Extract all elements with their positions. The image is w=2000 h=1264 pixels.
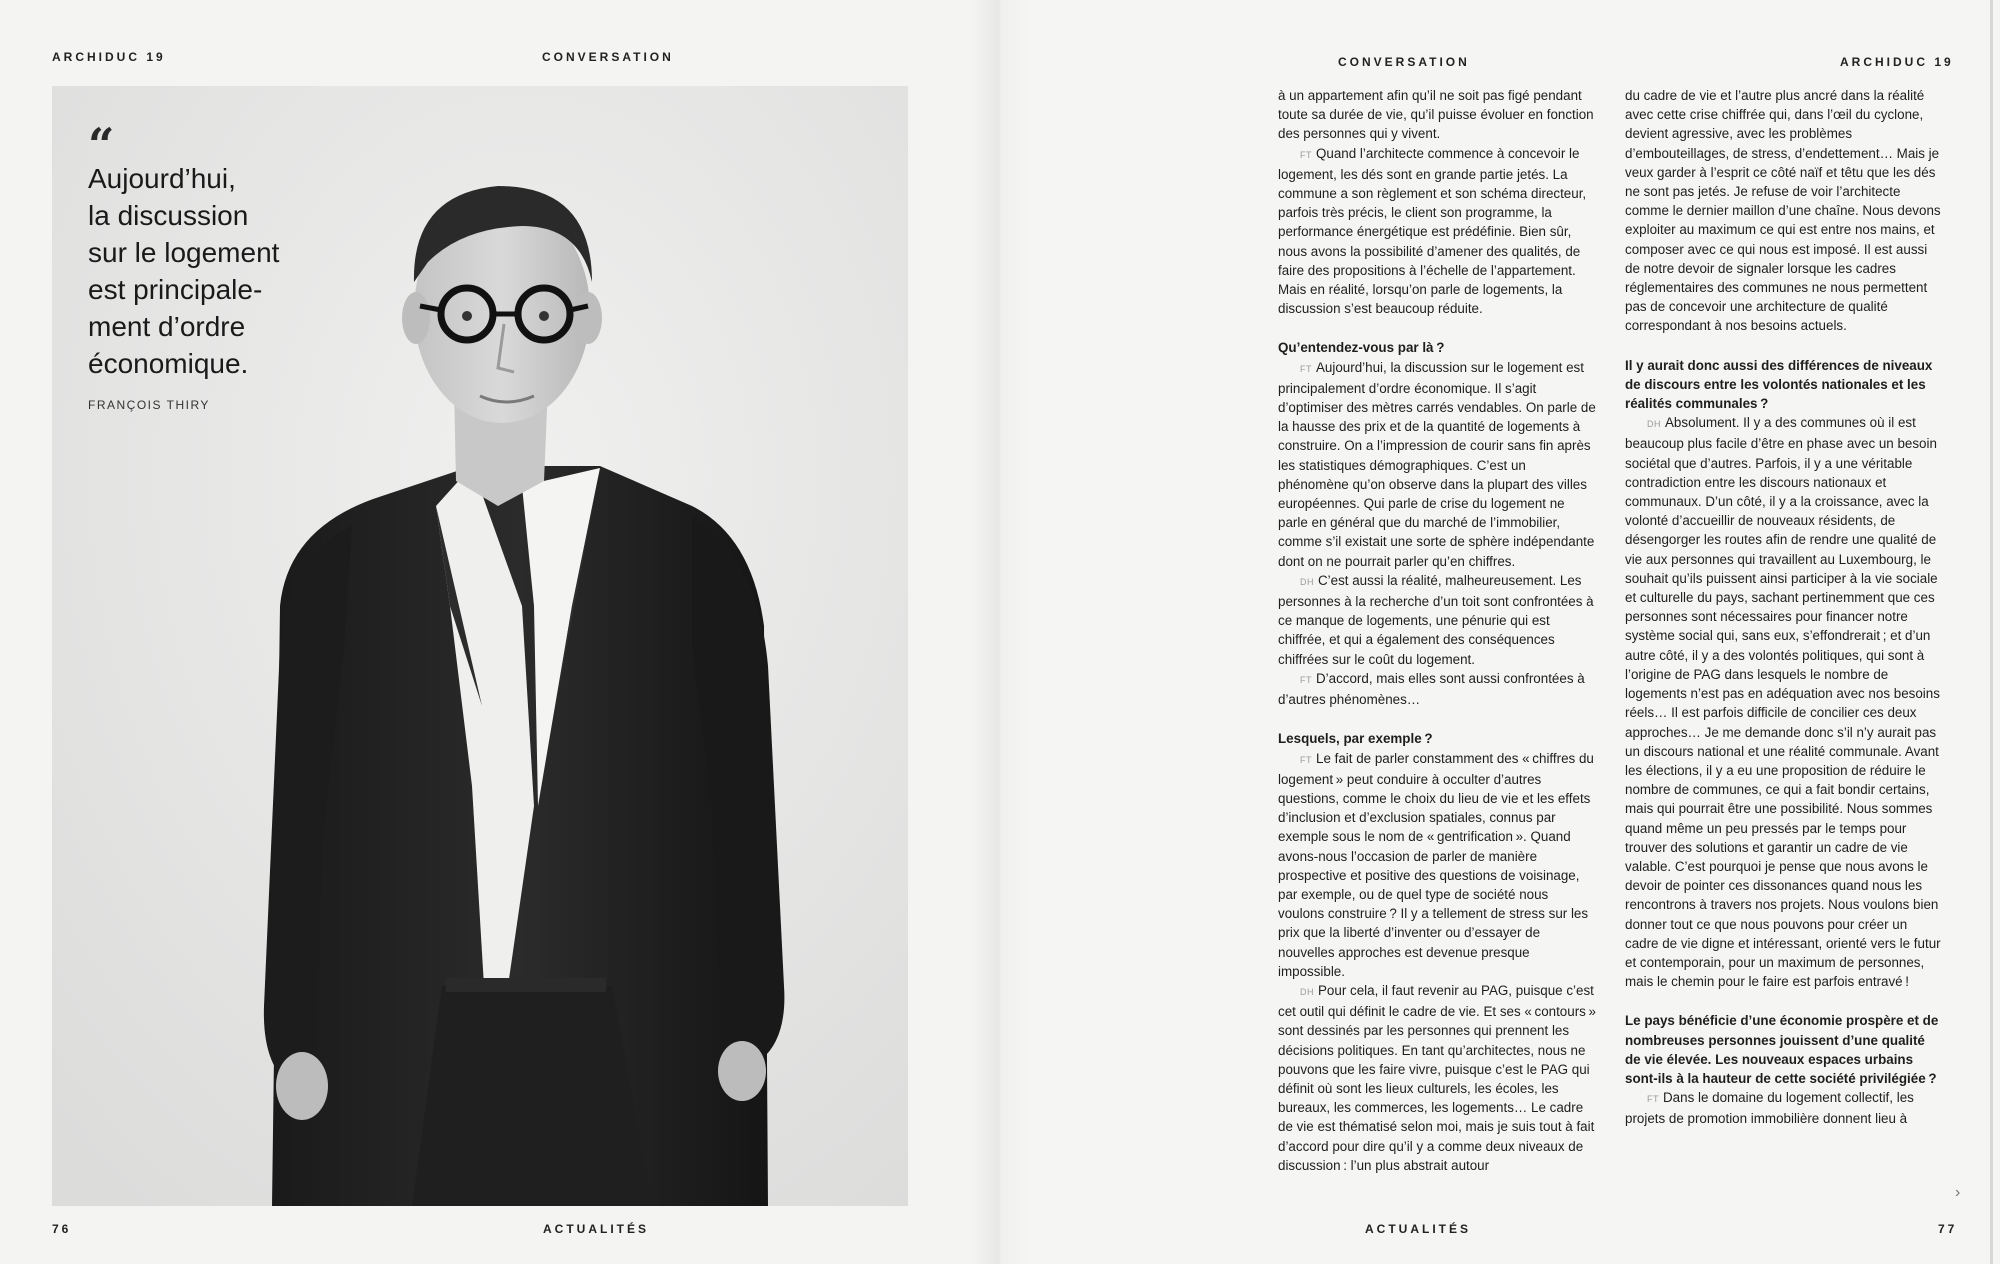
paragraph-text: C’est aussi la réalité, malheureusement. Les personnes à la recherche d’un toit sont confrontées à ce manque de logements, une pénurie qui est chiffrée, et qui a également des conséquences chiffrées sur le coût du logement. (1278, 572, 1594, 667)
paragraph-text: Aujourd’hui, la discussion sur le logement est principalement d’ordre économique. Il s’agit d’optimiser des mètres carrés vendables. On parle de la hausse des prix et de la quantité de logements à construire. On a l’impression de courir sans fin après les statistiques démographiques. C’est un phénomène qu’on observe dans la plupart des villes européennes. Qui parle de crise du logement ne parle en général que du marché de l’immobilier, comme s’il existait une sorte de sphère indépendante dont on ne pourrait parler qu’en chiffres. (1278, 359, 1596, 569)
pull-quote-line: sur le logement (88, 237, 280, 268)
paragraph-text: Dans le domaine du logement collectif, les projets de promotion immobilière donnent lieu à (1625, 1090, 1914, 1127)
quote-author: FRANÇOIS THIRY (88, 398, 210, 412)
speaker-initials: FT (1300, 754, 1312, 765)
paragraph-text: Absolument. Il y a des communes où il est beaucoup plus facile d’être en phase avec un besoin sociétal que d’autres. Parfois, il y a une véritable contradiction entre les discours nationaux et communaux. D’un côté, il y a la croissance, avec la volonté d’accueillir de nouveaux résidents, de désengorger les routes afin de rendre une qualité de vie aux personnes qui travaillent au Luxembourg, le souhait qu’ils puissent ainsi participer à la vie sociale et culturelle du pays, sachant pertinemment que ces personnes sont nécessaires pour financer notre système social qui, sans eux, s’effondrerait ; et d’un autre côté, il y a des volontés politiques, qui sont à l’origine de PAG dans lesquels le nombre de logements n’est pas en adéquation avec nos besoins réels… Il est parfois difficile de concilier ces deux approches… Je me demande donc s’il n’y aurait pas un discours national et une réalité communale. Avant les élections, il y a eu une proposition de réduire le nombre de communes, ce qui a fait bondir certains, mais qui pourrait être une possibilité. Nous sommes quand même un peu pressés par le temps pour trouver des solutions et garantir un cadre de vie valable. C’est pourquoi je pense que nous avons le devoir de pointer ces dissonances quand nous les rencontrons à travers nos projets. Nous voulons bien donner tout ce que nous pouvons pour créer un cadre de vie digne et intéressant, orienté vers le futur et contemporain, pour un maximum de personnes, mais le chemin pour le faire est parfois entravé ! (1625, 415, 1941, 990)
running-head-section: CONVERSATION (542, 50, 674, 64)
speaker-initials: DH (1300, 986, 1314, 997)
book-gutter (970, 0, 1030, 1264)
speaker-initials: FT (1300, 149, 1312, 160)
chevron-right-icon[interactable]: › (1955, 1184, 1961, 1201)
pull-quote-line: ment d’ordre (88, 311, 246, 342)
page-number-right: 77 (1938, 1222, 1958, 1236)
running-head-magazine: ARCHIDUC 19 (52, 50, 166, 64)
article-column-2 (1625, 86, 1943, 1129)
interview-question: Qu’entendez-vous par là ? (1278, 340, 1445, 356)
interview-question: Il y aurait donc aussi des différences de niveaux de discours entre les volontés nationales et les réalités communales ? (1625, 357, 1933, 412)
article-paragraph (1625, 86, 1943, 336)
footer-section-left: ACTUALITÉS (543, 1222, 649, 1236)
running-head-magazine-right: ARCHIDUC 19 (1840, 55, 1954, 69)
paragraph-text: à un appartement afin qu’il ne soit pas figé pendant toute sa durée de vie, qu’il puisse évoluer en fonction des personnes qui y vivent. (1278, 88, 1594, 142)
paragraph-text: du cadre de vie et l’autre plus ancré dans la réalité avec cette crise chiffrée qui, dans l’œil du cyclone, devient agressive, avec les problèmes d’embouteillages, de stress, d’endettement… Mais je veux garder à l’esprit ce côté naïf et têtu que les dés ne sont pas jetés. Je refuse de voir l’architecte comme le dernier maillon d’une chaîne. Nous devons exploiter au maximum ce qui est entre nos mains, et composer avec ce qui nous est imposé. Il est aussi de notre devoir de signaler lorsque les cadres réglementaires des communes ne nous permettent pas de concevoir une architecture de qualité correspondant à nos besoins actuels. (1625, 88, 1941, 334)
speaker-initials: FT (1647, 1094, 1659, 1105)
quote-mark-icon: “ (88, 118, 115, 172)
speaker-initials: DH (1300, 576, 1314, 587)
interview-question: Lesquels, par exemple ? (1278, 731, 1433, 747)
article-paragraph (1278, 669, 1596, 709)
page-edge (1990, 0, 1993, 1264)
pull-quote-line: Aujourd’hui, (88, 163, 236, 194)
paragraph-text: D’accord, mais elles sont aussi confrontées à d’autres phénomènes… (1278, 670, 1585, 708)
page-number-left: 76 (52, 1222, 72, 1236)
pull-quote-line: est principale- (88, 274, 263, 305)
pull-quote-line: la discussion (88, 200, 249, 231)
speaker-initials: FT (1300, 363, 1312, 374)
article-paragraph (1278, 358, 1596, 571)
article-paragraph (1278, 86, 1596, 144)
article-paragraph (1278, 981, 1596, 1175)
article-paragraph (1625, 413, 1943, 991)
pull-quote-line: économique. (88, 348, 249, 379)
running-head-section-right: CONVERSATION (1338, 55, 1470, 69)
paragraph-text: Le fait de parler constamment des « chiffres du logement » peut conduire à occulter d’autres questions, comme le choix du lieu de vie et les effets d’inclusion et d’exclusion spatiales, connus par exemple sous le nom de « gentrification ». Quand avons-nous l’occasion de parler de manière prospective et positive des questions de voisinage, par exemple, ou de quel type de société nous voulons construire ? Il y a tellement de stress sur les prix que la liberté d’inventer ou d’essayer de nouvelles approches est devenue presque impossible. (1278, 750, 1594, 979)
article-paragraph (1278, 571, 1596, 669)
article-paragraph (1278, 749, 1596, 981)
paragraph-text: Pour cela, il faut revenir au PAG, puisque c’est cet outil qui définit le cadre de vie. Et ses « contours » sont dessinés par les personnes qui prennent les décisions politiques. En tant qu’architectes, nous ne pouvons que les faire vivre, puisque c’est le PAG qui définit où sont les lieux culturels, les écoles, les bureaux, les commerces, les logements… Le cadre de vie est thématisé selon moi, mais je suis tout à fait d’accord pour dire qu’il y a comme deux niveaux de discussion : l’un plus abstrait autour (1278, 982, 1596, 1173)
footer-section-right: ACTUALITÉS (1365, 1222, 1471, 1236)
pull-quote (88, 160, 318, 382)
article-column-1 (1278, 86, 1596, 1175)
article-paragraph (1278, 144, 1596, 319)
interview-question: Le pays bénéficie d’une économie prospère et de nombreuses personnes jouissent d’une qualité de vie élevée. Les nouveaux espaces urbains sont-ils à la hauteur de cette société privilégiée ? (1625, 1013, 1939, 1086)
speaker-initials: DH (1647, 419, 1661, 430)
speaker-initials: FT (1300, 674, 1312, 685)
paragraph-text: Quand l’architecte commence à concevoir le logement, les dés sont en grande partie jetés. La commune a son règlement et son schéma directeur, parfois très précis, le client son programme, la performance énergétique est prédéfinie. Bien sûr, nous avons la possibilité d’amener des qualités, de faire des propositions à l’échelle de l’appartement. Mais en réalité, lorsqu’on parle de logements, la discussion s’est beaucoup réduite. (1278, 145, 1587, 317)
article-paragraph (1625, 1088, 1943, 1128)
